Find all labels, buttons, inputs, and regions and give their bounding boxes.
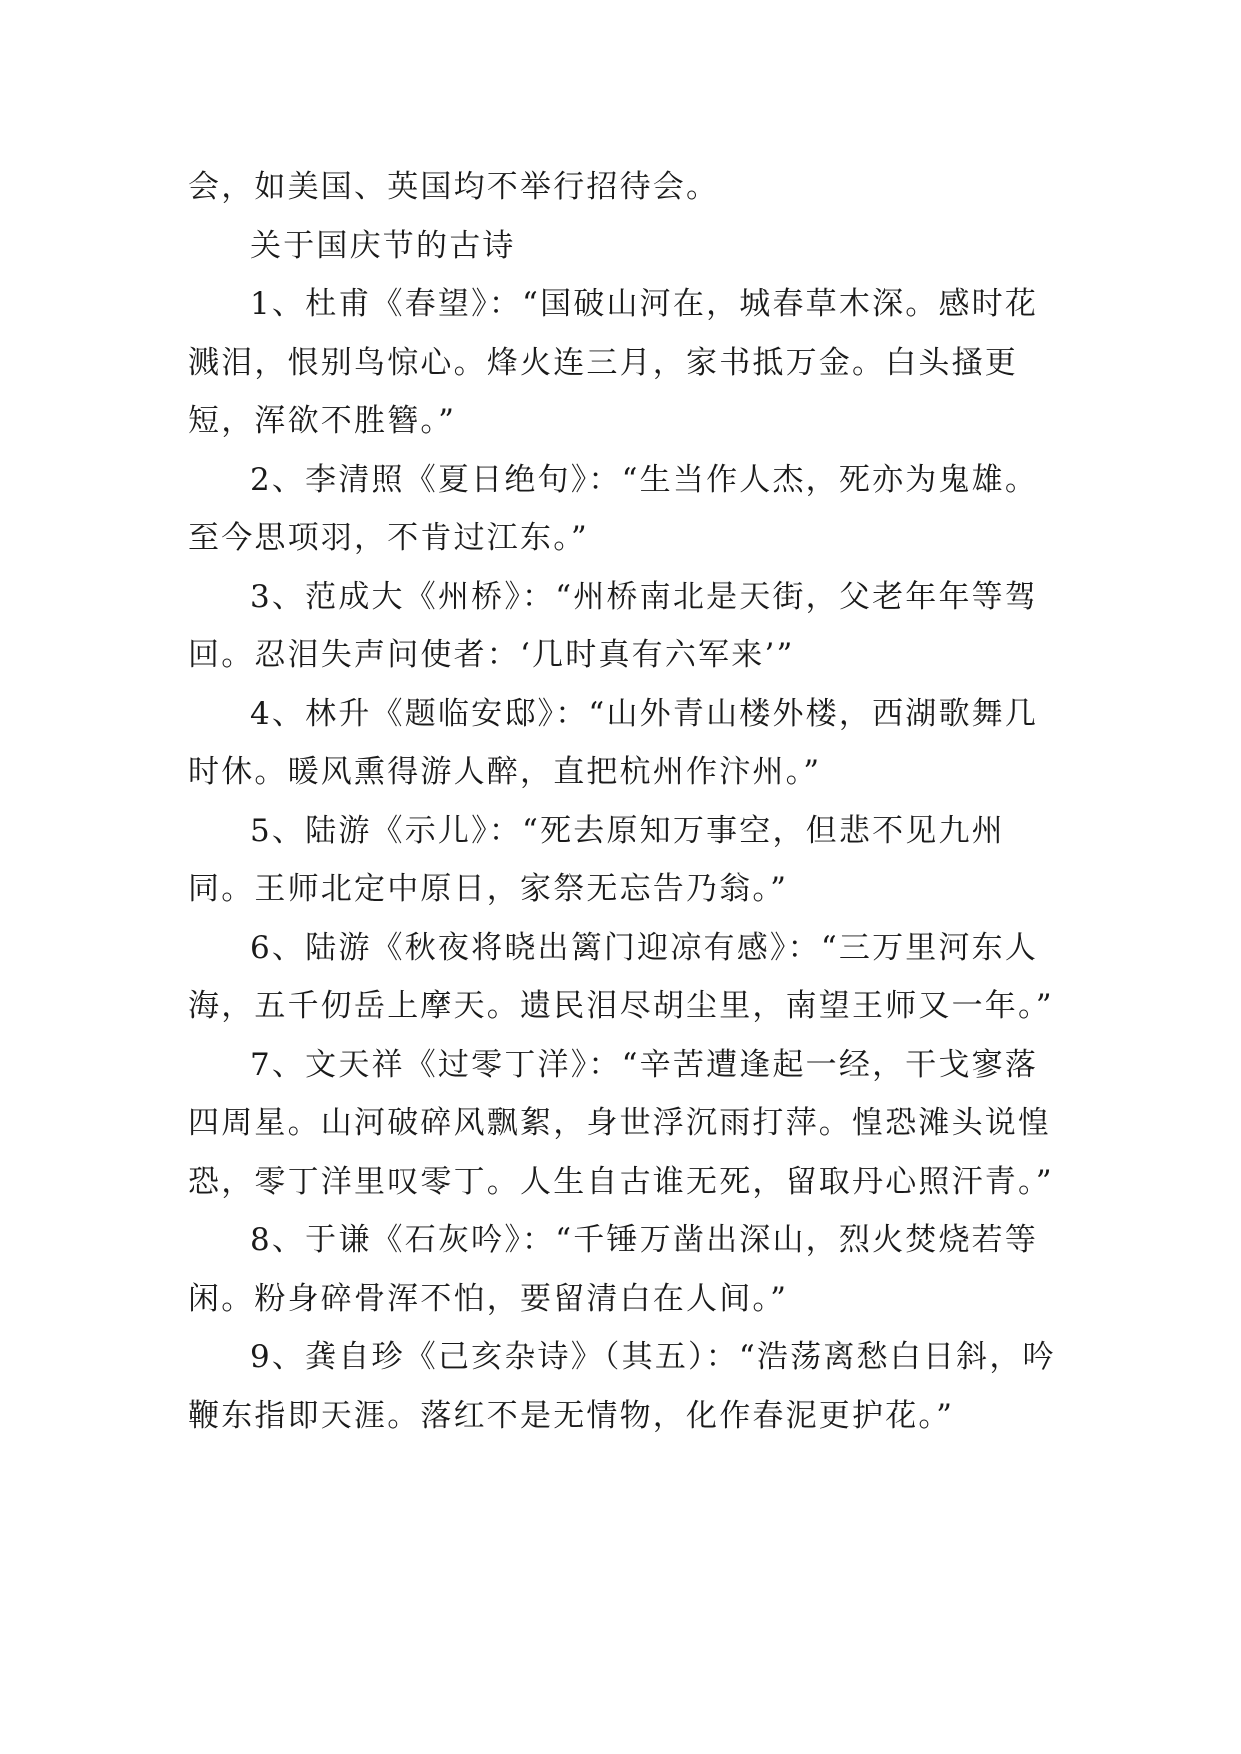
section-heading: 关于国庆节的古诗: [250, 227, 516, 264]
poem-item-8: 8、于谦《石灰吟》：“千锤万凿出深山，烈火焚烧若等闲。粉身碎骨浑不怕，要留清白在人间。”: [188, 1222, 1039, 1317]
poem-item-3: 3、范成大《州桥》：“州桥南北是天街，父老年年等驾回。忍泪失声问使者：‘几时真有六军来’”: [188, 578, 1039, 673]
poem-item-4: 4、林升《题临安邸》：“山外青山楼外楼，西湖歌舞几时休。暖风熏得游人醉，直把杭州作汴州。”: [188, 695, 1039, 790]
poem-item-9: 9、龚自珍《己亥杂诗》（其五）：“浩荡离愁白日斜，吟鞭东指即天涯。落红不是无情物，化作春泥更护花。”: [188, 1339, 1056, 1434]
poem-item-1: 1、杜甫《春望》：“国破山河在，城春草木深。感时花溅泪，恨别鸟惊心。烽火连三月，家书抵万金。白头搔更短，浑欲不胜簪。”: [188, 286, 1039, 439]
poem-item-5: 5、陆游《示儿》：“死去原知万事空，但悲不见九州同。王师北定中原日，家祭无忘告乃翁。”: [188, 812, 1005, 907]
poem-item-7: 7、文天祥《过零丁洋》：“辛苦遭逢起一经，干戈寥落四周星。山河破碎风飘絮，身世浮沉雨打萍。惶恐滩头说惶恐，零丁洋里叹零丁。人生自古谁无死，留取丹心照汗青。”: [188, 1046, 1054, 1200]
document-body: [188, 158, 1058, 1445]
poem-item-2: 2、李清照《夏日绝句》：“生当作人杰，死亦为鬼雄。至今思项羽，不肯过江东。”: [188, 461, 1039, 556]
paragraph-continuation: 会，如美国、英国均不举行招待会。: [188, 169, 720, 205]
poem-item-6: 6、陆游《秋夜将晓出篱门迎凉有感》：“三万里河东人海，五千仞岳上摩天。遗民泪尽胡尘里，南望王师又一年。”: [188, 929, 1054, 1024]
